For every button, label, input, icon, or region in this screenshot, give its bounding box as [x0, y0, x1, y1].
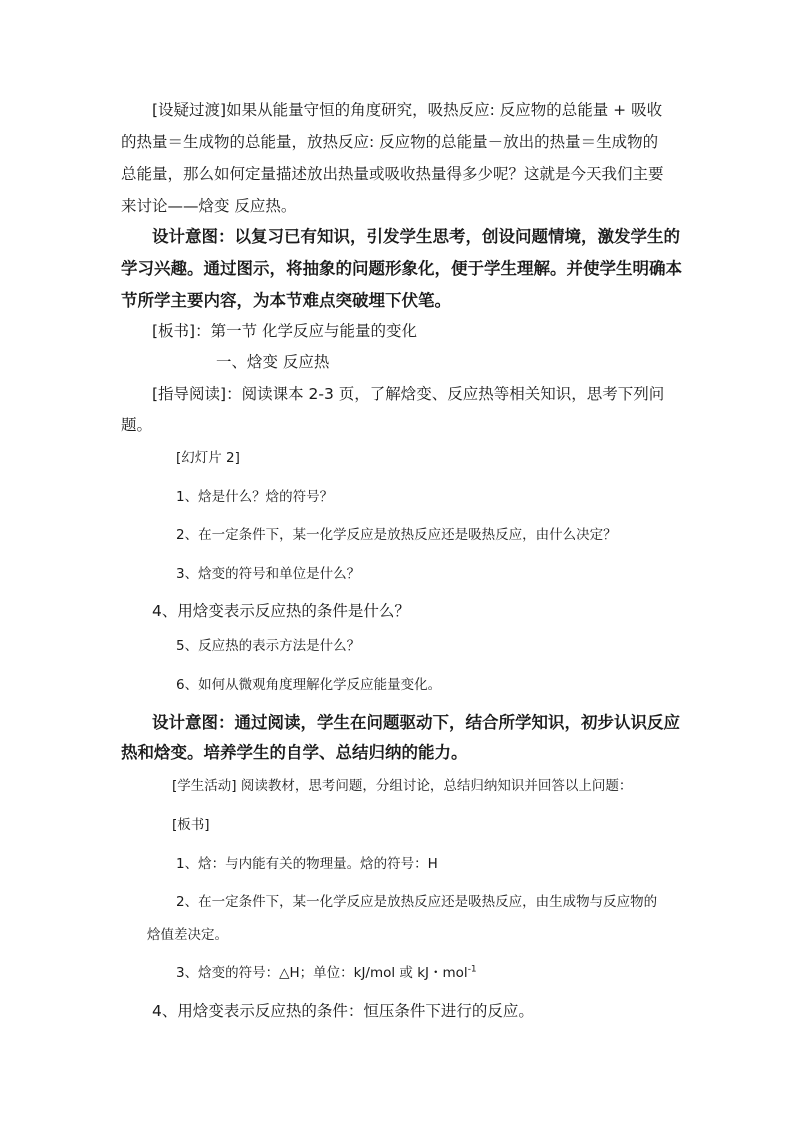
student-activity: [学生活动] 阅读教材，思考问题，分组讨论，总结归纳知识并回答以上问题：	[172, 778, 633, 794]
intro-line-2: 的热量＝生成物的总能量，放热反应: 反应物的总能量－放出的热量＝生成物的	[121, 133, 659, 151]
slide-question-1: 1、焓是什么？焓的符号？	[176, 489, 334, 505]
board-answer-2-line-2: 焓值差决定。	[147, 927, 228, 943]
design-intent-2-line-2: 热和焓变。培养学生的自学、总结归纳的能力。	[121, 743, 468, 762]
design-intent-1-line-1: 设计意图：以复习已有知识，引发学生思考，创设问题情境，激发学生的	[152, 227, 680, 246]
board-answer-3	[176, 961, 477, 985]
board-answer-1: 1、焓：与内能有关的物理量。焓的符号：H	[176, 856, 438, 872]
guide-line-2: 题。	[121, 416, 153, 434]
board-answer-3-exponent: -1	[467, 964, 477, 975]
board-answers-label: [板书]	[172, 817, 210, 833]
design-intent-2-line-1: 设计意图：通过阅读，学生在问题驱动下，结合所学知识，初步认识反应	[152, 713, 680, 732]
slide-question-6: 6、如何从微观角度理解化学反应能量变化。	[176, 677, 442, 693]
slide-question-4: 4、用焓变表示反应热的条件是什么？	[152, 602, 410, 620]
board-heading: [板书]：第一节 化学反应与能量的变化	[152, 322, 418, 340]
slide-question-3: 3、焓变的符号和单位是什么？	[176, 566, 361, 582]
board-answer-3-text: 3、焓变的符号：△H；单位：kJ/mol 或 kJ・mol	[176, 965, 468, 981]
board-subheading: 一、焓变 反应热	[216, 353, 330, 371]
intro-line-1: [设疑过渡]如果从能量守恒的角度研究，吸热反应: 反应物的总能量 + 吸收	[152, 101, 663, 119]
design-intent-1-line-2: 学习兴趣。通过图示，将抽象的问题形象化，便于学生理解。并使学生明确本	[121, 259, 682, 278]
board-answer-2-line-1: 2、在一定条件下，某一化学反应是放热反应还是吸热反应，由生成物与反应物的	[176, 894, 658, 910]
slide-label: [幻灯片 2]	[176, 450, 240, 466]
guide-line-1: [指导阅读]：阅读课本 2-3 页，了解焓变、反应热等相关知识，思考下列问	[152, 385, 665, 403]
slide-question-5: 5、反应热的表示方法是什么？	[176, 638, 361, 654]
intro-line-3: 总能量，那么如何定量描述放出热量或吸收热量得多少呢？这就是今天我们主要	[121, 165, 664, 183]
design-intent-1-line-3: 节所学主要内容，为本节难点突破埋下伏笔。	[121, 291, 451, 310]
intro-line-4: 来讨论——焓变 反应热。	[121, 197, 297, 215]
slide-question-2: 2、在一定条件下，某一化学反应是放热反应还是吸热反应，由什么决定？	[176, 527, 617, 543]
board-answer-4: 4、用焓变表示反应热的条件：恒压条件下进行的反应。	[152, 1002, 534, 1020]
